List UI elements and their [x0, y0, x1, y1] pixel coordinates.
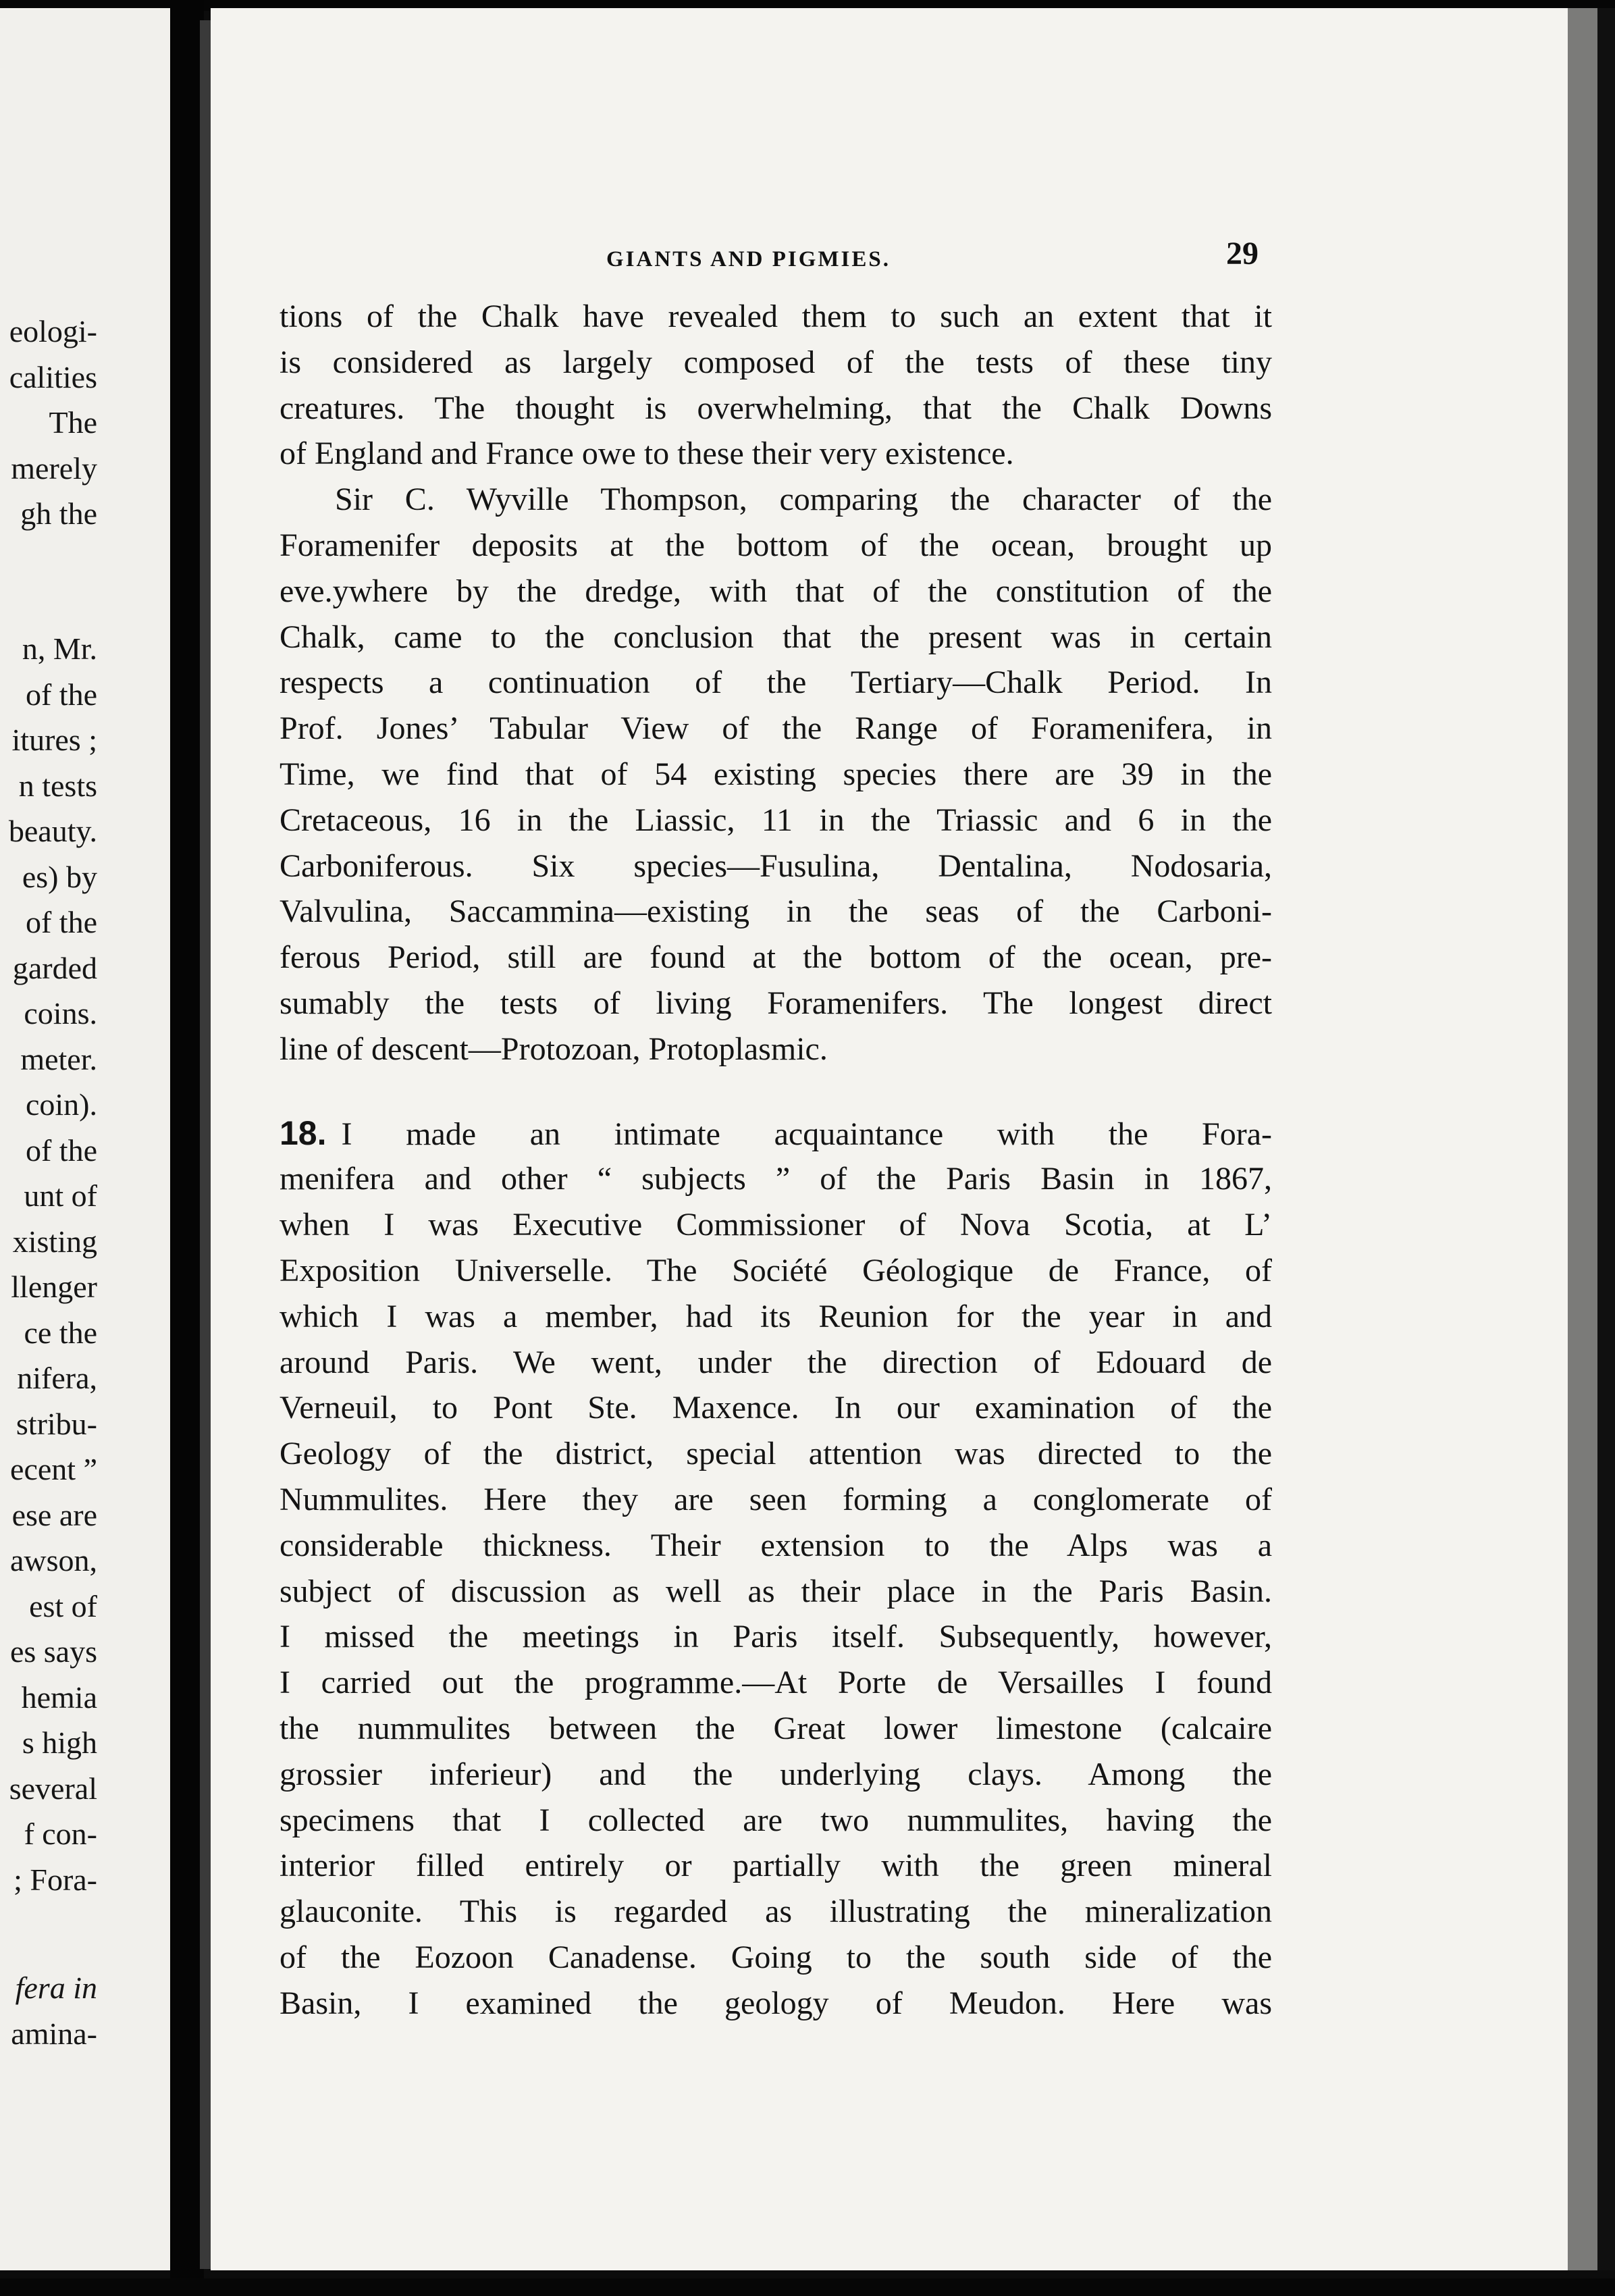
text-line: I missed the meetings in Paris itself. Subsequently, however,	[280, 1619, 1272, 1655]
page-number: 29	[1226, 236, 1259, 271]
prev-line: calities	[9, 360, 97, 394]
text-line: Carboniferous. Six species—Fusulina, Dentalina, Nodosaria,	[280, 847, 1272, 884]
text-line: Sir C. Wyville Thompson, comparing the character of the	[335, 481, 1272, 518]
prev-line: of the	[25, 677, 97, 712]
prev-line: fera in	[15, 1971, 97, 2005]
prev-line: ese are	[11, 1498, 97, 1532]
book-gutter	[170, 0, 204, 2296]
prev-line: hemia	[21, 1680, 97, 1715]
text-line: which I was a member, had its Reunion for the year in and	[280, 1298, 1272, 1334]
text-line: Foramenifer deposits at the bottom of the ocean, brought up	[280, 527, 1272, 563]
text-line: sumably the tests of living Foramenifers. The longest direct	[280, 985, 1272, 1021]
prev-line: xisting	[12, 1224, 97, 1259]
scan-right-border	[1597, 8, 1615, 2270]
prev-line: gh the	[20, 496, 97, 531]
prev-line: several	[9, 1771, 97, 1806]
text-line: Time, we find that of 54 existing species there are 39 in the	[280, 756, 1272, 792]
text-line-content: I made an intimate acquaintance with the Fora-	[341, 1116, 1272, 1152]
text-line: Prof. Jones’ Tabular View of the Range of Foramenifera, in	[280, 710, 1272, 747]
body-text	[280, 294, 1272, 2026]
prev-line: s high	[22, 1725, 97, 1760]
prev-line: ecent ”	[10, 1452, 97, 1486]
prev-line: n tests	[18, 768, 97, 803]
prev-line: awson,	[9, 1543, 97, 1577]
text-line: specimens that I collected are two nummulites, having the	[280, 1802, 1272, 1838]
text-line: line of descent—Protozoan, Protoplasmic.	[280, 1030, 828, 1067]
prev-line: nifera,	[17, 1361, 97, 1395]
text-line: of the Eozoon Canadense. Going to the south side of the	[280, 1939, 1272, 1975]
prev-line: es says	[9, 1634, 97, 1669]
prev-line: beauty.	[8, 814, 97, 848]
text-line: is considered as largely composed of the tests of these tiny	[280, 344, 1272, 380]
prev-line: of the	[25, 905, 97, 939]
text-line: Cretaceous, 16 in the Liassic, 11 in the Triassic and 6 in the	[280, 802, 1272, 838]
prev-line: itures ;	[11, 723, 97, 757]
text-line: eve.ywhere by the dredge, with that of the constitution of the	[280, 573, 1272, 609]
section-gap	[280, 1072, 1272, 1111]
text-line: tions of the Chalk have revealed them to such an extent that it	[280, 298, 1272, 334]
text-line: creatures. The thought is overwhelming, that the Chalk Downs	[280, 390, 1272, 426]
text-line: Valvulina, Saccammina—existing in the seas of the Carboni-	[280, 893, 1272, 930]
prev-line: meter.	[20, 1042, 97, 1076]
prev-line: of the	[25, 1133, 97, 1168]
text-line: Verneuil, to Pont Ste. Maxence. In our examination of the	[280, 1390, 1272, 1426]
prev-line: est of	[29, 1589, 97, 1623]
text-line: glauconite. This is regarded as illustrating the mineralization	[280, 1894, 1272, 1930]
prev-line: unt of	[24, 1178, 97, 1213]
prev-line: llenger	[11, 1270, 97, 1304]
text-line: around Paris. We went, under the direction of Edouard de	[280, 1344, 1272, 1380]
page-edge-shadow	[1568, 8, 1597, 2270]
text-line: considerable thickness. Their extension to the Alps was a	[280, 1527, 1272, 1563]
prev-line: es) by	[22, 860, 97, 894]
text-line: Geology of the district, special attention was directed to the	[280, 1436, 1272, 1472]
prev-line: garded	[12, 951, 97, 985]
text-line: when I was Executive Commissioner of Nova Scotia, at L’	[280, 1207, 1272, 1243]
prev-line: eologi-	[9, 314, 97, 348]
text-line: Basin, I examined the geology of Meudon. Here was	[280, 1985, 1272, 2021]
prev-line: coin).	[25, 1087, 97, 1122]
text-line: Nummulites. Here they are seen forming a conglomerate of	[280, 1481, 1272, 1517]
text-line: subject of discussion as well as their place in the Paris Basin.	[280, 1573, 1272, 1609]
text-line: ferous Period, still are found at the bottom of the ocean, pre-	[280, 939, 1272, 976]
prev-line: ; Fora-	[14, 1862, 97, 1897]
text-line: the nummulites between the Great lower limestone (calcaire	[280, 1710, 1272, 1746]
text-line: respects a continuation of the Tertiary—Chalk Period. In	[280, 664, 1272, 701]
text-line: Chalk, came to the conclusion that the present was in certain	[280, 619, 1272, 655]
prev-line: The	[49, 405, 97, 440]
text-line	[280, 1111, 1272, 1157]
prev-line: n, Mr.	[22, 631, 97, 666]
running-head: GIANTS AND PIGMIES.	[606, 247, 891, 271]
prev-line: stribu-	[16, 1407, 97, 1441]
text-line: grossier inferieur) and the underlying clays. Among the	[280, 1756, 1272, 1792]
prev-line: coins.	[24, 996, 97, 1030]
previous-page-fragment	[0, 8, 170, 2270]
prev-line: merely	[11, 451, 97, 486]
text-line: Exposition Universelle. The Société Géologique de France, of	[280, 1252, 1272, 1288]
text-line: I carried out the programme.—At Porte de Versailles I found	[280, 1665, 1272, 1701]
text-line: menifera and other “ subjects ” of the Paris Basin in 1867,	[280, 1161, 1272, 1197]
text-line: of England and France owe to these their very existence.	[280, 436, 1014, 472]
text-line: interior filled entirely or partially with the green mineral	[280, 1848, 1272, 1884]
prev-line: ce the	[24, 1315, 97, 1350]
prev-line: f con-	[24, 1817, 97, 1851]
scan-bottom-border	[0, 2278, 1615, 2296]
section-number: 18.	[280, 1114, 327, 1152]
prev-line: amina-	[11, 2016, 97, 2051]
